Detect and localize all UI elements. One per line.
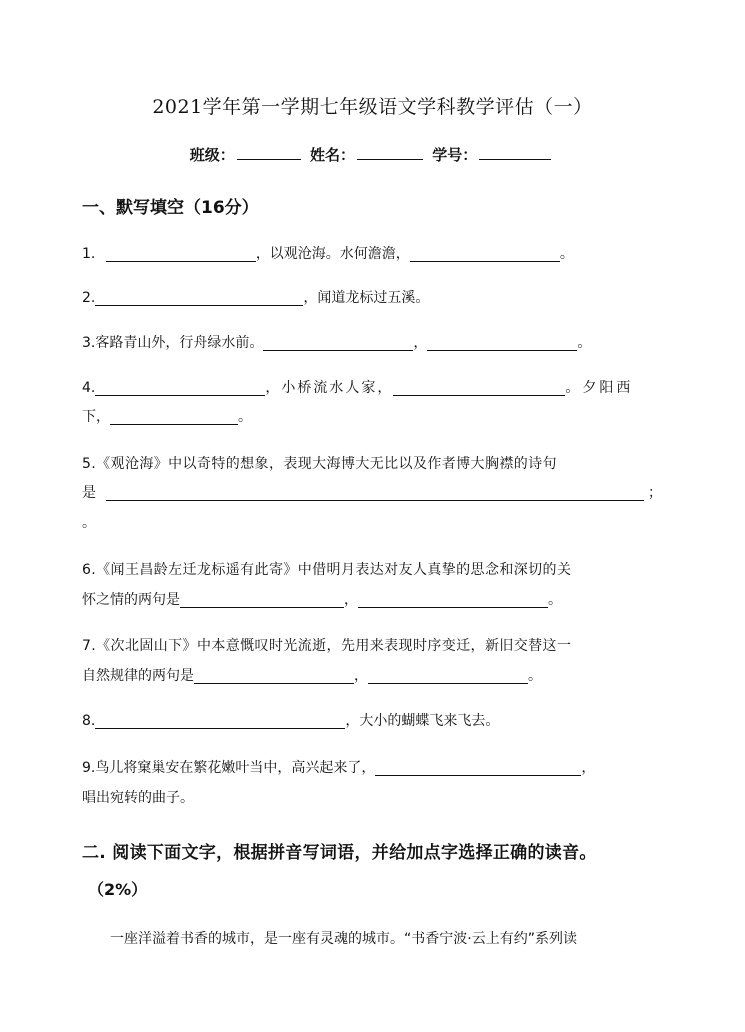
q8-blank-1[interactable] [95, 710, 345, 729]
question-3 [82, 328, 591, 358]
q4-line2-text: 下， [82, 409, 110, 425]
student-id-blank[interactable] [479, 145, 551, 160]
question-5-line-2 [82, 478, 662, 508]
q2-blank-1[interactable] [95, 287, 303, 306]
q8-text: ，大小的蝴蝶飞来飞去。 [345, 713, 500, 729]
student-info-row [0, 144, 745, 165]
name-blank[interactable] [357, 145, 423, 160]
name-label: 姓名： [309, 146, 355, 164]
reading-passage: 一座洋溢着书香的城市，是一座有灵魂的城市。“书香宁波·云上有约”系列读 [110, 931, 577, 947]
question-6: 6.《闻王昌龄左迁龙标遥有此寄》中借明月表达对友人真挚的思念和深切的关 [82, 562, 572, 578]
q6-mid: ， [344, 592, 358, 608]
q1-blank-1[interactable] [106, 243, 256, 262]
q6-prefix: 怀之情的两句是 [82, 592, 180, 608]
q5-blank-1[interactable] [106, 482, 644, 501]
q7-blank-2[interactable] [368, 665, 528, 684]
q4-blank-2[interactable] [393, 377, 565, 396]
q1-text: ，以观沧海。水何澹澹， [255, 246, 410, 262]
question-8 [82, 706, 499, 736]
section1-heading: 一、默写填空（16分） [82, 198, 259, 218]
q9-blank-1[interactable] [375, 757, 581, 776]
question-1 [82, 239, 574, 269]
question-7: 7.《次北固山下》中本意慨叹时光流逝，先用来表现时序变迁，新旧交替这一 [82, 638, 572, 654]
q6-blank-1[interactable] [180, 589, 344, 608]
q5-prefix: 是 [82, 485, 96, 501]
question-2 [82, 283, 429, 313]
q7-prefix: 自然规律的两句是 [82, 668, 194, 684]
q9-end: ， [581, 760, 596, 776]
q4-end: 。夕阳西 [565, 380, 634, 396]
q3-text: 3.客路青山外，行舟绿水前。 [82, 335, 264, 351]
student-id-label: 学号： [432, 146, 478, 164]
q3-end: 。 [577, 335, 592, 351]
question-4 [82, 373, 633, 403]
q4-number: 4. [82, 380, 96, 396]
question-6-line-2 [82, 585, 562, 615]
q1-number: 1. [82, 246, 96, 262]
q3-blank-2[interactable] [427, 332, 577, 351]
q4-blank-1[interactable] [95, 377, 265, 396]
q6-end: 。 [548, 592, 562, 608]
q4-blank-3[interactable] [110, 406, 238, 425]
q8-number: 8. [82, 713, 96, 729]
q9-text: 9.鸟儿将窠巢安在繁花嫩叶当中，高兴起来了， [82, 760, 376, 776]
q2-text: ，闻道龙标过五溪。 [303, 290, 430, 306]
q2-number: 2. [82, 290, 96, 306]
q7-blank-1[interactable] [194, 665, 354, 684]
class-label: 班级： [189, 146, 235, 164]
question-9-line-2: 唱出宛转的曲子。 [82, 790, 194, 806]
q5-end: ； [648, 485, 662, 501]
class-blank[interactable] [237, 145, 301, 160]
section2-score: （2%） [88, 880, 148, 899]
question-5-line-3 [82, 508, 96, 538]
q1-end: 。 [559, 246, 574, 262]
question-7-line-2 [82, 661, 542, 691]
q5-line3-end: 。 [82, 515, 96, 531]
q6-blank-2[interactable] [358, 589, 548, 608]
q3-mid: ， [413, 335, 428, 351]
q3-blank-1[interactable] [263, 332, 413, 351]
q7-mid: ， [354, 668, 368, 684]
section2-heading: 二. 阅读下面文字，根据拼音写词语，并给加点字选择正确的读音。 [82, 843, 597, 863]
q7-end: 。 [528, 668, 542, 684]
question-4-line-2 [82, 402, 252, 432]
page-title: 2021学年第一学期七年级语文学科教学评估（一） [152, 96, 593, 118]
question-5: 5.《观沧海》中以奇特的想象，表现大海博大无比以及作者博大胸襟的诗句 [82, 456, 557, 472]
q1-blank-2[interactable] [410, 243, 560, 262]
question-9 [82, 753, 595, 783]
q4-line2-end: 。 [238, 409, 252, 425]
q4-text: ，小桥流水人家， [265, 380, 394, 396]
